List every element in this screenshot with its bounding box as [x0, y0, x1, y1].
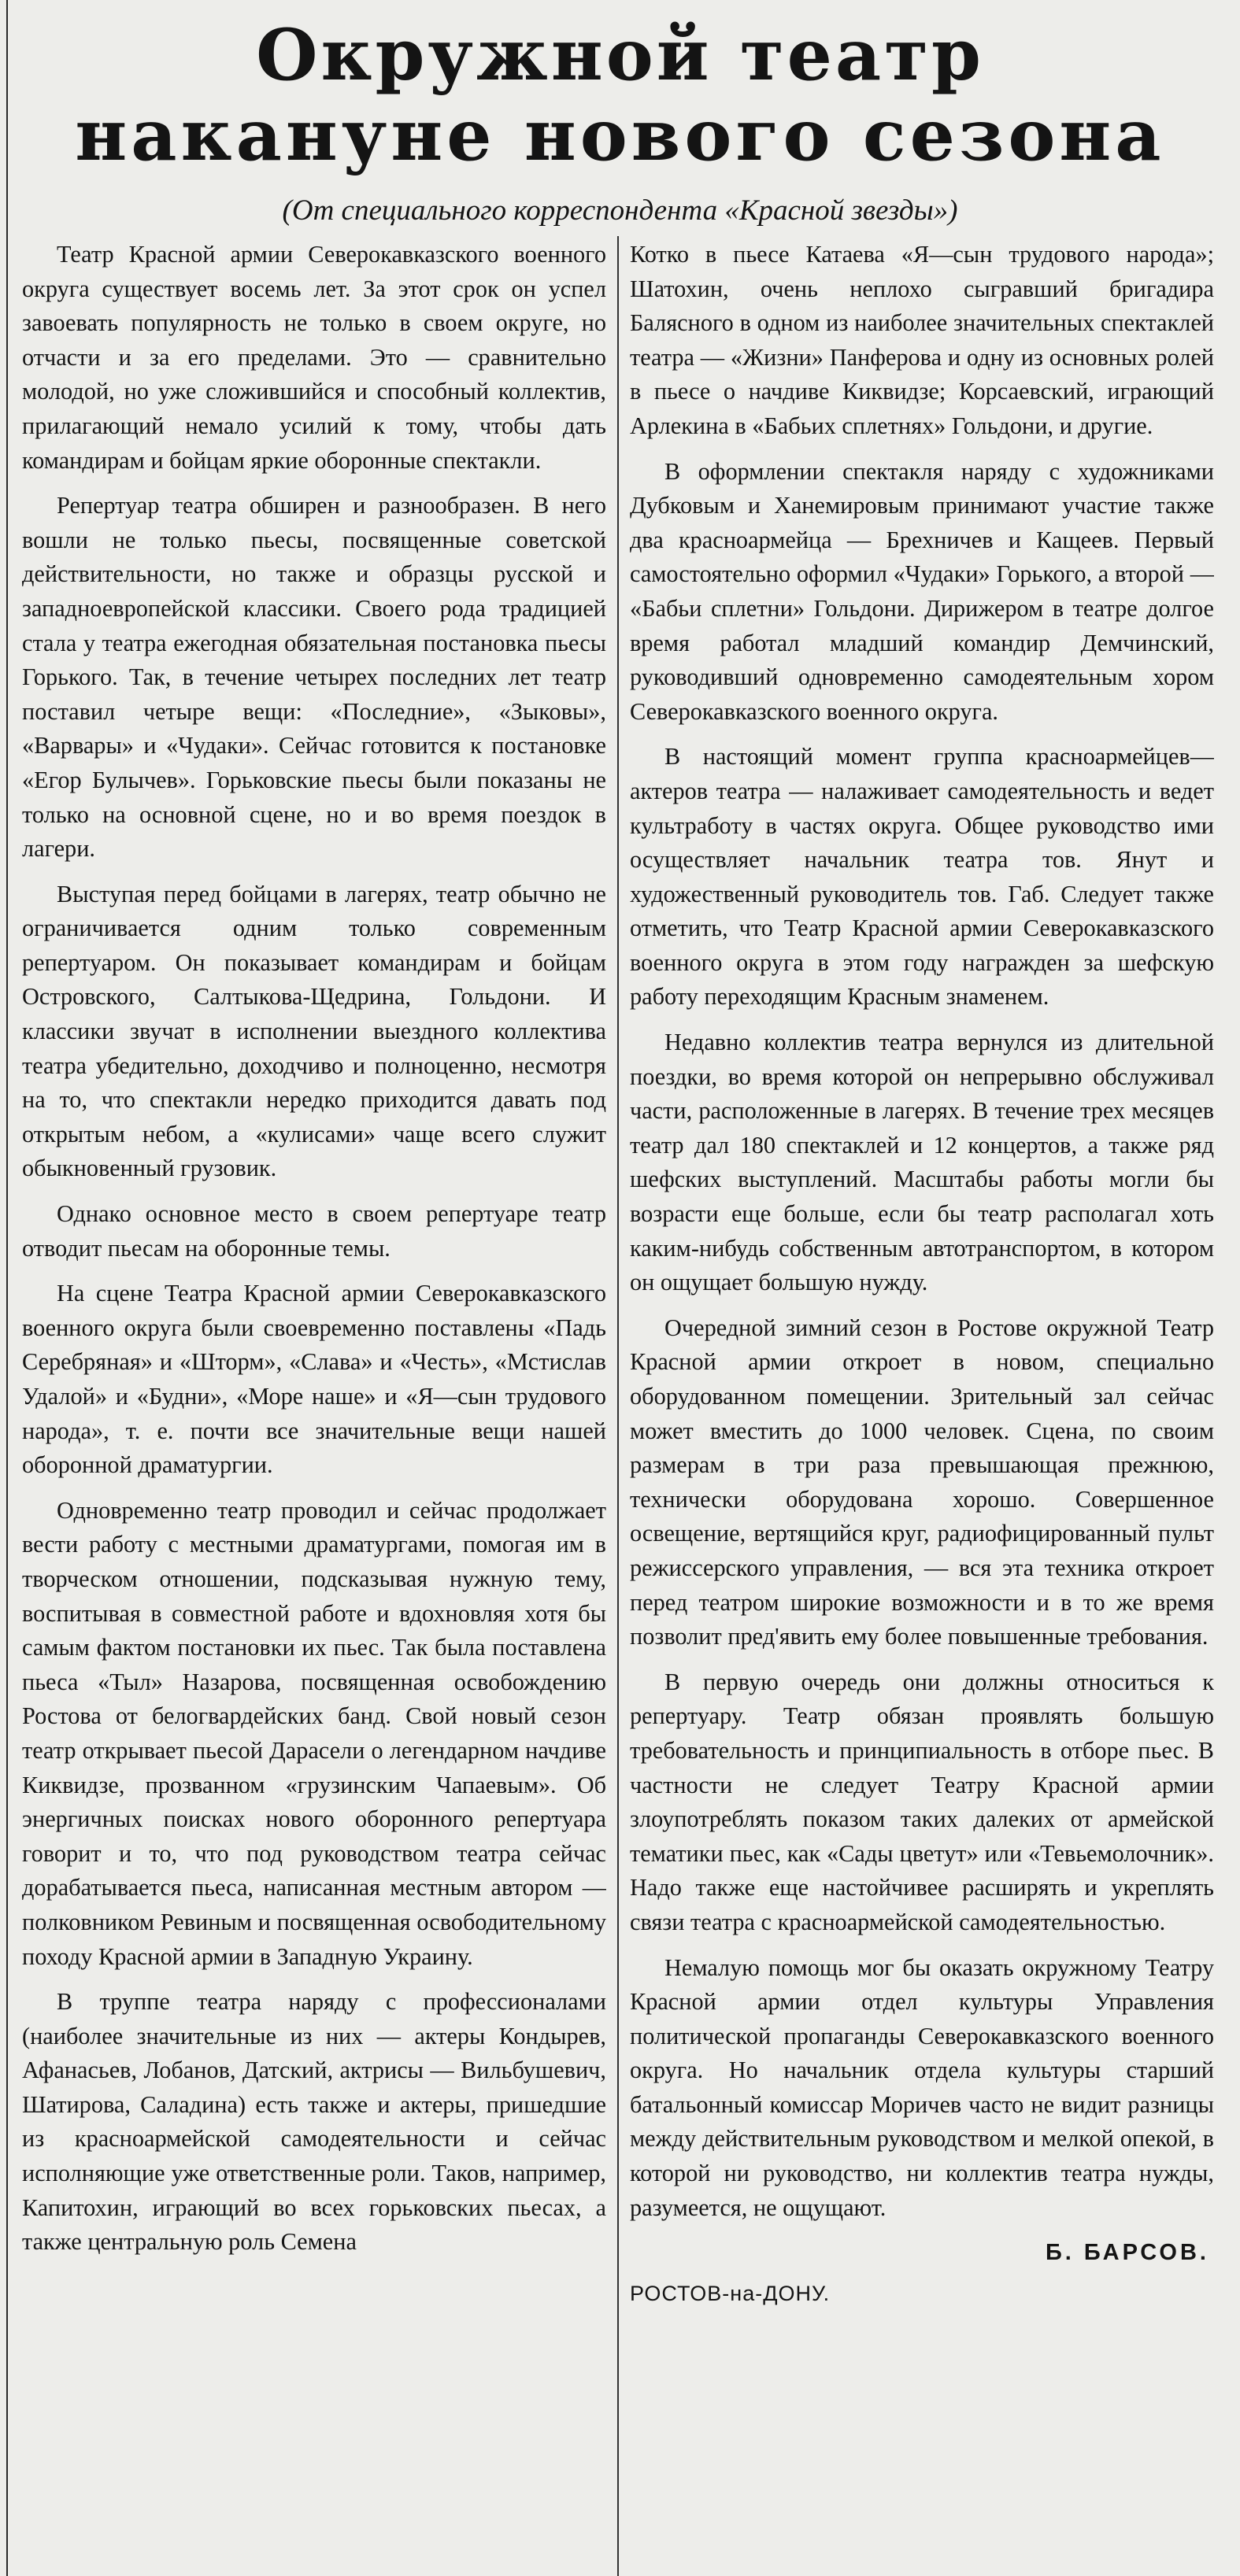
paragraph: На сцене Театра Красной армии Северокавказского военного округа были своевременно поставлены «Падь Серебряная» и «Шторм», «Слава» и «Честь», «Мстислав Удалой» и «Будни», «Море наше» и «Я—сын трудового народа», т. е. почти все значительные вещи нашей оборонной драматургии. — [22, 1280, 606, 1479]
headline-line-1: Окружной театр — [256, 13, 984, 97]
headline-line-2: накануне нового сезона — [75, 94, 1165, 177]
paragraph: В труппе театра наряду с профессионалами (наиболее значительные из них — актеры Кондырев, Афанасьев, Лобанов, Датский, актрисы — Вильбушевич, Шатирова, Саладина) есть также и актеры, пришедшие из красноармейской самодеятельности и сейчас исполняющие уже ответственные роли. Таков, например, Капитохин, играющий во всех горьковских пьесах, а также центральную роль Семена — [22, 1988, 606, 2256]
paragraph: Немалую помощь мог бы оказать окружному Театру Красной армии отдел культуры Управления политической пропаганды Северокавказского военного округа. Но начальник отдела культуры старший батальонный комиссар Моричев часто не видит разницы между действительным руководством и мелкой опекой, в которой ни руководство, ни коллектив театра нужды, разумеется, не ощущают. — [630, 1953, 1214, 2221]
paragraph: Недавно коллектив театра вернулся из длительной поездки, во время которой он непрерывно обслуживал части, расположенные в лагерях. В течение трех месяцев театр дал 180 спектаклей и 12 концертов, а также ряд шефских выступлений. Масштабы работы могли бы возрасти еще больше, если бы театр располагал хоть каким-нибудь собственным автотранспортом, в котором он ощущает большую нужду. — [630, 1029, 1214, 1296]
paragraph: Однако основное место в своем репертуаре театр отводит пьесам на оборонные темы. — [22, 1200, 606, 1262]
paragraph: Очередной зимний сезон в Ростове окружной Театр Красной армии откроет в новом, специально оборудованном помещении. Зрительный зал сейчас может вместить до 1000 человек. Сцена, по своим размерам в три раза превышающая прежнюю, технически оборудована хорошо. Совершенное освещение, вертящийся круг, радиофицированный пульт режиссерского управления, — вся эта техника откроет перед театром широкие возможности и в то же время позволит пред'явить ему более повышенные требования. — [630, 1314, 1214, 1650]
article-column-left — [22, 238, 606, 2576]
paragraph: Котко в пьесе Катаева «Я—сын трудового народа»; Шатохин, очень неплохо сыгравший бригадира Балясного в одном из наиболее значительных спектаклей театра — «Жизни» Панферова и одну из основных ролей в пьесе о начдиве Киквидзе; Корсаевский, играющий Арлекина в «Бабьих сплетнях» Гольдони, и другие. — [630, 241, 1214, 439]
dateline-place: РОСТОВ-на-ДОНУ. — [630, 2281, 831, 2305]
author-signature: Б. БАРСОВ. — [1045, 2240, 1209, 2266]
paragraph: Выступая перед бойцами в лагерях, театр обычно не ограничивается одним только современным репертуаром. Он показывает командирам и бойцам Островского, Салтыкова-Щедрина, Гольдони. И классики звучат в исполнении выездного коллектива театра убедительно, доходчиво и полноценно, несмотря на то, что спектакли нередко приходится давать под открытым небом, а «кулисами» чаще всего служит обыкновенный грузовик. — [22, 880, 606, 1182]
paragraph: Репертуар театра обширен и разнообразен. В него вошли не только пьесы, посвященные советской действительности, но также и образцы русской и западноевропейской классики. Своего рода традицией стала у театра ежегодная обязательная постановка пьесы Горького. Так, в течение четырех последних лет театр поставил четыре вещи: «Последние», «Зыковы», «Варвары» и «Чудаки». Сейчас готовится к постановке «Егор Булычев». Горьковские пьесы были показаны не только на основной сцене, но и во время поездок в лагери. — [22, 492, 606, 863]
article-column-right — [630, 238, 1214, 2576]
page-edge-rule — [6, 0, 8, 2576]
column-divider — [617, 236, 619, 2576]
paragraph: Одновременно театр проводил и сейчас продолжает вести работу с местными драматургами, помогая им в творческом отношении, подсказывая нужную тему, воспитывая в совместной работе и вдохновляя хотя бы самым фактом постановки их пьес. Так была поставлена пьеса «Тыл» Назарова, посвященная освобождению Ростова от белогвардейских банд. Свой новый сезон театр открывает пьесой Дарасели о легендарном начдиве Киквидзе, прозванном «грузинским Чапаевым». Об энергичных поисках нового оборонного репертуара говорит и то, что под руководством театра сейчас дорабатывается пьеса, написанная местным автором — полковником Ревиным и посвященная освободительному походу Красной армии в Западную Украину. — [22, 1496, 606, 1970]
paragraph: Театр Красной армии Северокавказского военного округа существует восемь лет. За этот срок он успел завоевать популярность не только в своем округе, но отчасти и за его пределами. Это — сравнительно молодой, но уже сложившийся и способный коллектив, прилагающий немало усилий к тому, чтобы дать командирам и бойцам яркие оборонные спектакли. — [22, 241, 606, 474]
paragraph: В оформлении спектакля наряду с художниками Дубковым и Ханемировым принимают участие также два красноармейца — Брехничев и Кащеев. Первый самостоятельно оформил «Чудаки» Горького, а второй — «Бабьи сплетни» Гольдони. Дирижером в театре долгое время работал младший командир Демчинский, руководивший одновременно самодеятельным хором Северокавказского военного округа. — [630, 457, 1214, 725]
paragraph: В первую очередь они должны относиться к репертуару. Театр обязан проявлять большую требовательность и принципиальность в отборе пьес. В частности не следует Театру Красной армии злоупотреблять показом таких далеких от армейской тематики пьес, как «Сады цветут» или «Тевьемолочник». Надо также еще настойчивее расширять и укреплять связи театра с красноармейской самодеятельностью. — [630, 1668, 1214, 1935]
paragraph: В настоящий момент группа красноармейцев—актеров театра — налаживает самодеятельность и ведет культработу в частях округа. Общее руководство ими осуществляет начальник театра тов. Янут и художественный руководитель тов. Габ. Следует также отметить, что Театр Красной армии Северокавказского военного округа в этом году награжден за шефскую работу переходящим Красным знаменем. — [630, 743, 1214, 1011]
subheadline: (От специального корреспондента «Красной звезды») — [282, 194, 958, 227]
